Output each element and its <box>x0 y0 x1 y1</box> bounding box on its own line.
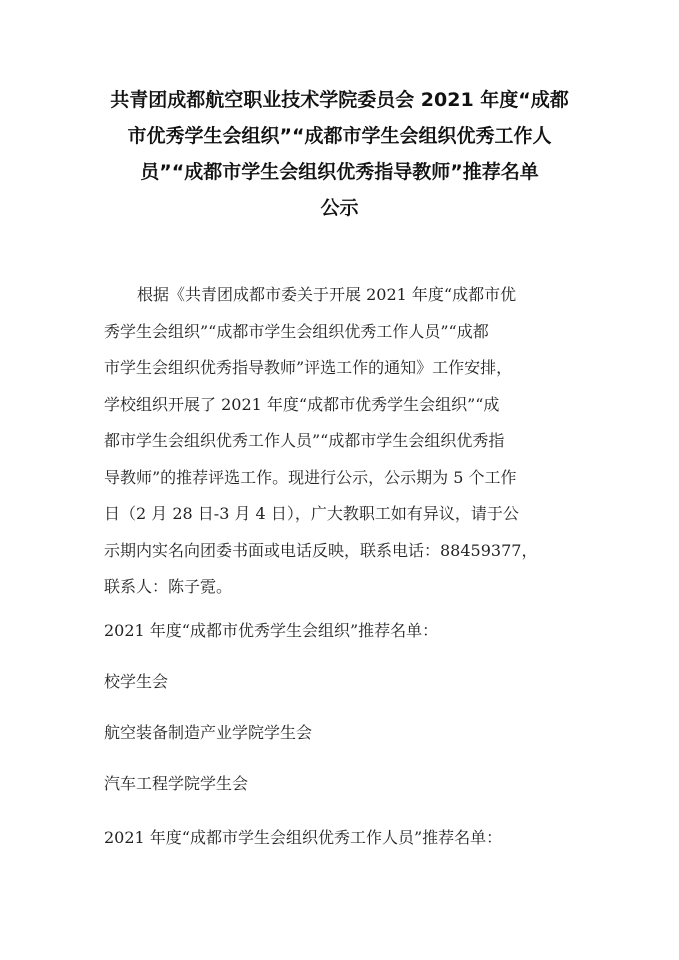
list-item: 航空装备制造产业学院学生会 <box>104 723 313 742</box>
paragraph-line: 秀学生会组织”“成都市学生会组织优秀工作人员”“成都 <box>104 321 489 341</box>
title-line: 市优秀学生会组织”“成都市学生会组织优秀工作人 <box>127 125 552 147</box>
title-line: 员”“成都市学生会组织优秀指导教师”推荐名单 <box>140 161 539 183</box>
title-line: 公示 <box>320 197 359 219</box>
paragraph-line: 联系人：陈子霓。 <box>104 577 233 596</box>
paragraph-line: 市学生会组织优秀指导教师”评选工作的通知》工作安排， <box>104 358 513 377</box>
paragraph-line: 都市学生会组织优秀工作人员”“成都市学生会组织优秀指 <box>104 431 505 450</box>
paragraph-line: 日（2 月 28 日-3 月 4 日），广大教职工如有异议，请于公 <box>104 504 519 523</box>
announcement-paragraph <box>104 277 578 606</box>
paragraph-line: 学校组织开展了 2021 年度“成都市优秀学生会组织”“成 <box>104 394 500 414</box>
paragraph-line: 导教师”的推荐评选工作。现进行公示，公示期为 5 个工作 <box>104 467 517 487</box>
title-line: 共青团成都航空职业技术学院委员会 2021 年度“成都 <box>110 89 569 111</box>
list-heading-staff: 2021 年度“成都市学生会组织优秀工作人员”推荐名单： <box>104 828 503 847</box>
paragraph-line: 根据《共青团成都市委关于开展 2021 年度“成都市优 <box>137 285 517 304</box>
list-item: 汽车工程学院学生会 <box>104 774 249 793</box>
list-item: 校学生会 <box>104 672 169 691</box>
paragraph-line: 示期内实名向团委书面或电话反映，联系电话：88459377， <box>104 540 538 560</box>
document-title <box>96 82 583 226</box>
list-heading-organizations: 2021 年度“成都市优秀学生会组织”推荐名单： <box>104 621 439 640</box>
